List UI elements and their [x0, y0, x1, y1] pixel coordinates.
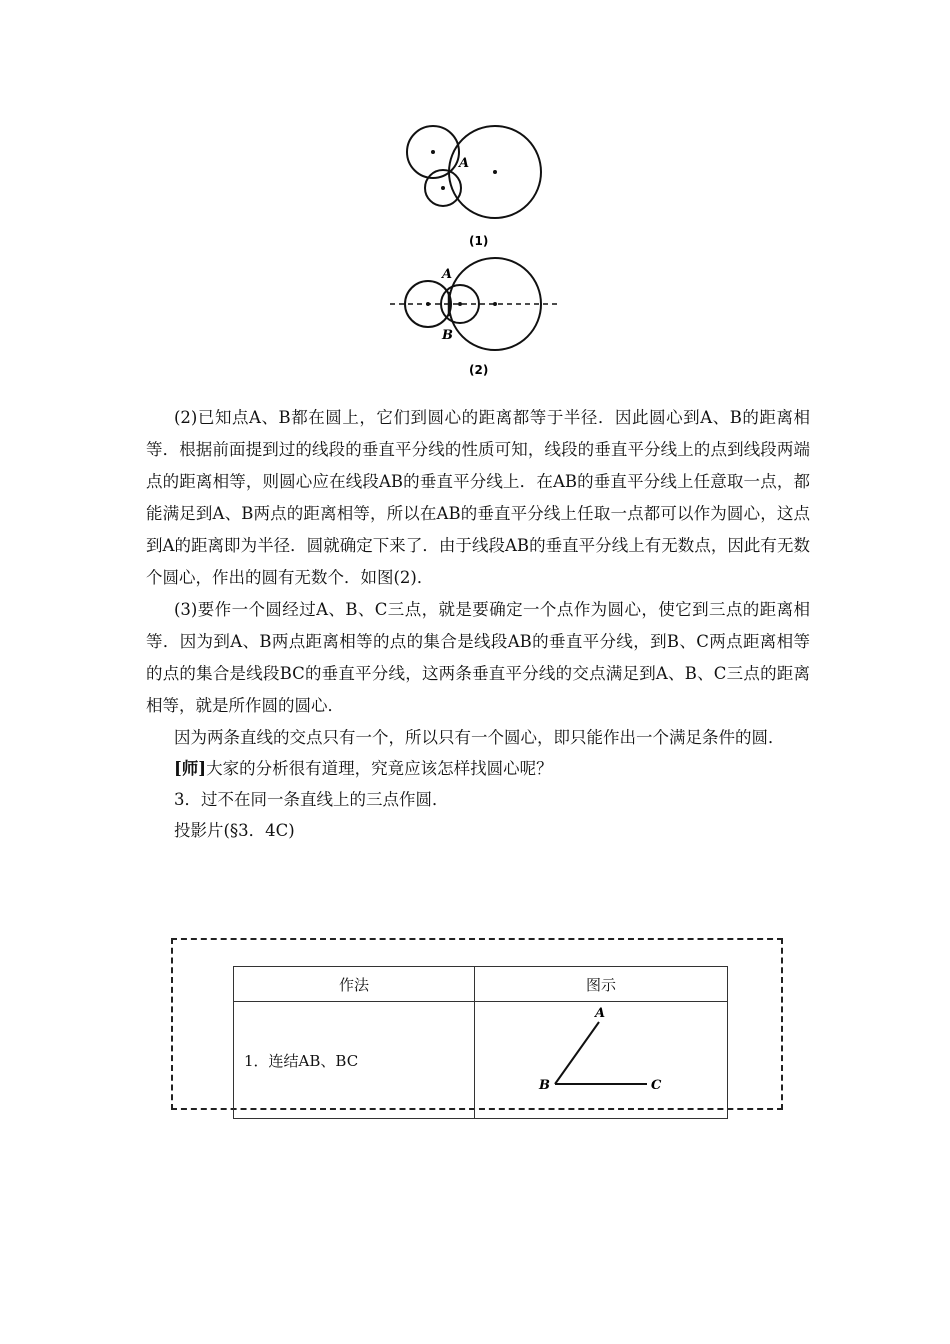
teacher-line [146, 753, 810, 784]
diagram-label-b: B [539, 1078, 550, 1093]
table-row [234, 1002, 728, 1119]
construction-table [233, 966, 728, 1119]
conclusion-line: 因为两条直线的交点只有一个，所以只有一个圆心，即只能作出一个满足条件的圆． [174, 728, 785, 747]
figure-2-label-a: A [442, 267, 453, 282]
projection-label: 投影片(§3．4C) [174, 821, 295, 840]
figure-2-caption: (2) [469, 363, 489, 377]
projection-slide-box [171, 938, 783, 1110]
table-header-row [234, 967, 728, 1002]
circle-figures [380, 110, 580, 390]
header-method: 作法 [234, 967, 475, 1002]
step-1-diagram [475, 1002, 728, 1119]
figure-1-point-label: A [459, 156, 470, 171]
figure-1-circles [407, 126, 541, 218]
paragraph-3: (3)要作一个圆经过A、B、C三点，就是要确定一个点作为圆心，使它到三点的距离相等．因为到A、B两点距离相等的点的集合是线段AB的垂直平分线，到B、C两点距离相等的点的集合是线段BC的垂直平分线，这两条垂直平分线的交点满足到A、B、C三点的距离相等，就是所作圆的圆心． [146, 600, 810, 715]
diagram-label-a: A [595, 1006, 606, 1021]
step-1-method: 1．连结AB、BC [234, 1002, 475, 1119]
teacher-tag: [师] [174, 759, 207, 778]
section-heading: 3．过不在同一条直线上的三点作圆． [174, 790, 449, 809]
segments-diagram [475, 1002, 727, 1114]
diagram-label-c: C [651, 1078, 662, 1093]
header-diagram: 图示 [475, 967, 728, 1002]
teacher-text: 大家的分析很有道理，究竟应该怎样找圆心呢？ [206, 759, 553, 778]
body-text [146, 402, 810, 846]
paragraph-2: (2)已知点A、B都在圆上，它们到圆心的距离都等于半径．因此圆心到A、B的距离相等．根据前面提到过的线段的垂直平分线的性质可知，线段的垂直平分线上的点到线段两端点的距离相等，则圆心应在线段AB的垂直平分线上．在AB的垂直平分线上任意取一点，都能满足到A、B两点的距离相等，所以在AB的垂直平分线上任取一点都可以作为圆心，这点到A的距离即为半径．圆就确定下来了．由于线段AB的垂直平分线上有无数点，因此有无数个圆心，作出的圆有无数个．如图(2)． [146, 408, 810, 587]
figure-1-caption: (1) [469, 234, 489, 248]
figure-2-label-b: B [442, 328, 453, 343]
segment-ab-line [555, 1022, 599, 1084]
